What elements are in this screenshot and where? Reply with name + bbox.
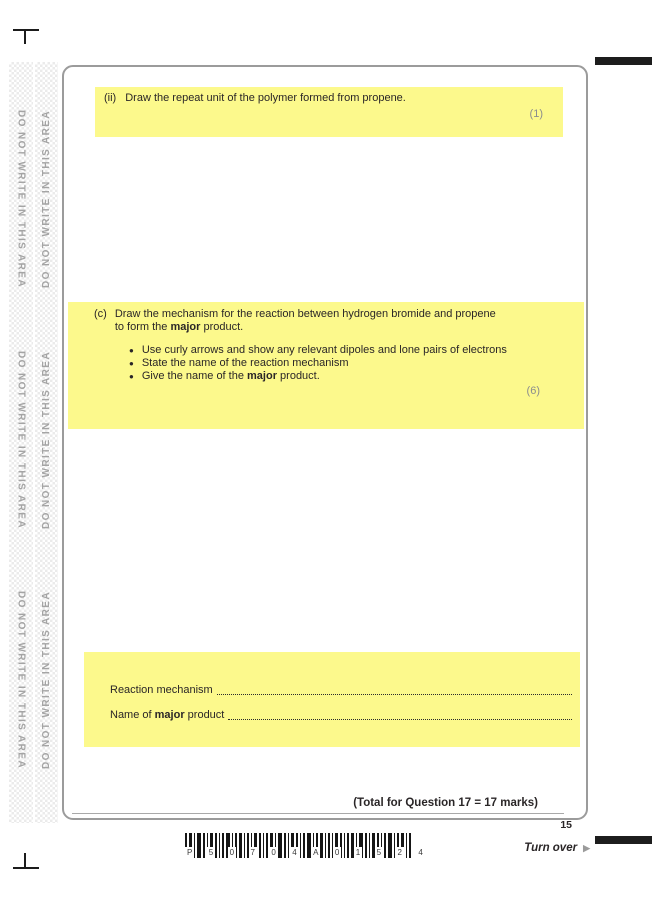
do-not-write-label: DO NOT WRITE IN THIS AREA: [15, 350, 27, 529]
do-not-write-label: DO NOT WRITE IN THIS AREA: [41, 591, 52, 769]
question-part-ii-marks: (1): [529, 108, 543, 120]
bullet-icon: ●: [129, 346, 134, 355]
barcode-char: 5: [376, 848, 382, 857]
reaction-mechanism-label: Reaction mechanism: [110, 684, 213, 696]
crop-mark-bottom-horizontal: [13, 867, 39, 869]
question-part-c-prompt-line2: to form the major product.: [114, 321, 244, 333]
barcode-char: P: [187, 848, 193, 857]
answer-row-mechanism: [110, 684, 572, 697]
bullet-icon: ●: [129, 372, 134, 381]
question-page-frame: [62, 65, 588, 820]
footer-rule: [72, 813, 564, 814]
question-part-c-bullet1: Use curly arrows and show any relevant dipoles and lone pairs of electrons: [141, 344, 507, 356]
answer-row-product: [110, 709, 572, 722]
turn-over-label: Turn over ▶: [524, 842, 590, 854]
question-total-label: (Total for Question 17 = 17 marks): [353, 797, 538, 809]
barcode-char: 7: [250, 848, 255, 857]
turn-over-arrow-icon: ▶: [583, 842, 590, 853]
page-number: 15: [560, 819, 572, 831]
edge-bar-bottom-right: [595, 836, 652, 844]
edge-bar-top-right: [595, 57, 652, 65]
barcode-char: 0: [334, 848, 340, 857]
question-part-c-marks: (6): [526, 385, 540, 397]
crop-mark-top-vertical: [24, 29, 26, 44]
barcode-char: 0: [229, 848, 235, 857]
do-not-write-label: DO NOT WRITE IN THIS AREA: [41, 350, 52, 529]
bullet-icon: ●: [129, 359, 134, 368]
barcode-char: 1: [355, 848, 361, 857]
barcode-text: [185, 847, 425, 858]
question-part-ii-highlight: [95, 87, 563, 137]
question-part-ii-prompt: Draw the repeat unit of the polymer formed from propene.: [125, 92, 406, 104]
do-not-write-label: DO NOT WRITE IN THIS AREA: [41, 110, 52, 288]
do-not-write-label: DO NOT WRITE IN THIS AREA: [15, 110, 27, 288]
question-part-ii-label: (ii): [104, 92, 117, 104]
answer-lines-highlight: [84, 652, 580, 747]
barcode-char: 4: [292, 848, 297, 857]
barcode-char: A: [313, 848, 319, 857]
question-part-c-label: (c): [94, 308, 107, 320]
dotted-answer-line: [217, 694, 572, 695]
crop-mark-top-horizontal: [13, 29, 39, 31]
question-part-c-prompt-line1: Draw the mechanism for the reaction between hydrogen bromide and propene: [114, 308, 496, 320]
barcode-char: 5: [208, 848, 214, 857]
barcode-char: 0: [271, 848, 276, 857]
barcode-char: 2: [397, 848, 402, 857]
margin-strip-inner: [35, 62, 58, 823]
barcode-char: 4: [418, 848, 423, 857]
question-part-c-bullet3: Give the name of the major product.: [141, 370, 320, 382]
do-not-write-label: DO NOT WRITE IN THIS AREA: [15, 591, 27, 769]
margin-strip-outer: [9, 62, 33, 823]
question-part-c-highlight: [68, 302, 584, 429]
question-part-c-bullet2: State the name of the reaction mechanism: [141, 357, 349, 369]
crop-mark-bottom-vertical: [24, 853, 26, 869]
dotted-answer-line: [228, 719, 572, 720]
major-product-label: Name of major product: [110, 709, 225, 721]
